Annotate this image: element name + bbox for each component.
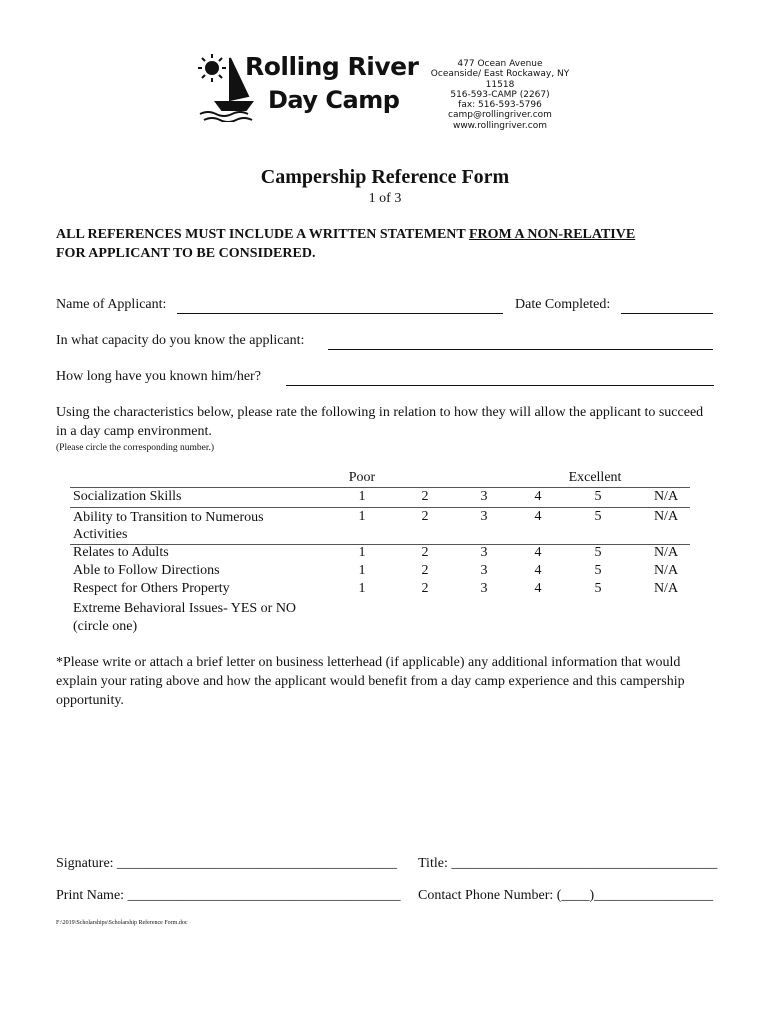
notice-text: ALL REFERENCES MUST INCLUDE A WRITTEN STATEMENT: [56, 227, 469, 242]
rating-4[interactable]: 4: [534, 509, 542, 524]
phone-label: Contact Phone Number: (: [418, 888, 562, 903]
address-line: fax: 516-593-5796: [458, 100, 542, 111]
rating-3[interactable]: 3: [480, 509, 488, 524]
phone-area-field[interactable]: ____: [561, 888, 590, 903]
rating-5[interactable]: 5: [594, 489, 602, 504]
rating-3[interactable]: 3: [480, 545, 488, 560]
address-line: Oceanside/ East Rockaway, NY 11518: [430, 69, 570, 90]
rating-instructions: Using the characteristics below, please rate the following in relation to how they will allow the applicant to succeed in a day camp environment.: [56, 405, 704, 439]
rating-na[interactable]: N/A: [653, 545, 679, 560]
address-line: camp@rollingriver.com: [448, 110, 552, 121]
camp-address: [430, 59, 570, 131]
rating-5[interactable]: 5: [594, 545, 602, 560]
address-line: www.rollingriver.com: [452, 120, 548, 131]
title-line: [418, 856, 717, 872]
form-title: Campership Reference Form: [260, 166, 510, 188]
name-field[interactable]: [177, 297, 503, 314]
print-name-label: Print Name:: [56, 888, 125, 903]
signature-label: Signature:: [56, 856, 114, 871]
rating-3[interactable]: 3: [480, 563, 488, 578]
rating-na[interactable]: N/A: [653, 509, 679, 524]
phone-number-field[interactable]: )_________________: [589, 888, 714, 903]
rating-5[interactable]: 5: [594, 563, 602, 578]
rating-3[interactable]: 3: [480, 489, 488, 504]
row-label: Respect for Others Property: [73, 581, 230, 596]
notice-text-2: FOR APPLICANT TO BE CONSIDERED.: [56, 246, 316, 261]
rating-5[interactable]: 5: [594, 581, 602, 596]
rating-1[interactable]: 1: [358, 509, 366, 524]
rating-4[interactable]: 4: [534, 545, 542, 560]
table-top-rule: [70, 487, 690, 488]
howlong-field[interactable]: [286, 369, 714, 386]
rating-na[interactable]: N/A: [653, 489, 679, 504]
phone-line: [418, 888, 713, 904]
howlong-label: How long have you known him/her?: [56, 369, 261, 384]
row-label: Ability to Transition to Numerous Activities: [73, 510, 264, 542]
row-label: Able to Follow Directions: [73, 563, 220, 578]
capacity-label: In what capacity do you know the applicant:: [56, 333, 305, 348]
date-label: Date Completed:: [515, 297, 611, 312]
title-field[interactable]: ______________________________________: [451, 856, 718, 871]
address-line: 477 Ocean Avenue: [457, 59, 543, 69]
rating-4[interactable]: 4: [534, 489, 542, 504]
rating-2[interactable]: 2: [421, 509, 429, 524]
rating-2[interactable]: 2: [421, 581, 429, 596]
rating-2[interactable]: 2: [421, 545, 429, 560]
row-label-behavioral: Extreme Behavioral Issues- YES or NO (circle one): [73, 601, 297, 634]
rating-5[interactable]: 5: [594, 509, 602, 524]
rating-na[interactable]: N/A: [653, 563, 679, 578]
rating-4[interactable]: 4: [534, 563, 542, 578]
rating-3[interactable]: 3: [480, 581, 488, 596]
row-label: Relates to Adults: [73, 545, 169, 560]
row-label: Socialization Skills: [73, 489, 182, 504]
rating-note: (Please circle the corresponding number.): [56, 443, 215, 453]
letter-instructions: *Please write or attach a brief letter on business letterhead (if applicable) any additional information that would explain your rating above and how the applicant would benefit from a day camp experience and this campership opportunity.: [56, 655, 685, 708]
rating-na[interactable]: N/A: [653, 581, 679, 596]
signature-field[interactable]: ________________________________________: [117, 856, 398, 871]
signature-line: [56, 856, 397, 872]
header-poor: Poor: [348, 470, 376, 485]
header-excellent: Excellent: [568, 470, 622, 485]
address-line: 516-593-CAMP (2267): [450, 89, 550, 100]
rating-2[interactable]: 2: [421, 563, 429, 578]
rating-2[interactable]: 2: [421, 489, 429, 504]
file-path-footer: F:\2019\Scholarships\Scholarship Reference Form.doc: [56, 920, 188, 926]
print-name-field[interactable]: _______________________________________: [127, 888, 401, 903]
date-field[interactable]: [621, 297, 713, 314]
rating-1[interactable]: 1: [358, 563, 366, 578]
print-name-line: [56, 888, 401, 904]
rating-4[interactable]: 4: [534, 581, 542, 596]
logo-title-line2: Day Camp: [268, 86, 400, 114]
notice-underlined: FROM A NON-RELATIVE: [468, 227, 636, 242]
capacity-field[interactable]: [328, 333, 713, 350]
title-label: Title:: [418, 856, 448, 871]
reference-notice: [56, 225, 716, 263]
rating-1[interactable]: 1: [358, 581, 366, 596]
page-indicator: 1 of 3: [368, 191, 402, 206]
row-rule: [70, 507, 690, 508]
rating-1[interactable]: 1: [358, 545, 366, 560]
name-label: Name of Applicant:: [56, 297, 167, 312]
logo-title-line1: Rolling River: [245, 52, 419, 81]
rating-1[interactable]: 1: [358, 489, 366, 504]
